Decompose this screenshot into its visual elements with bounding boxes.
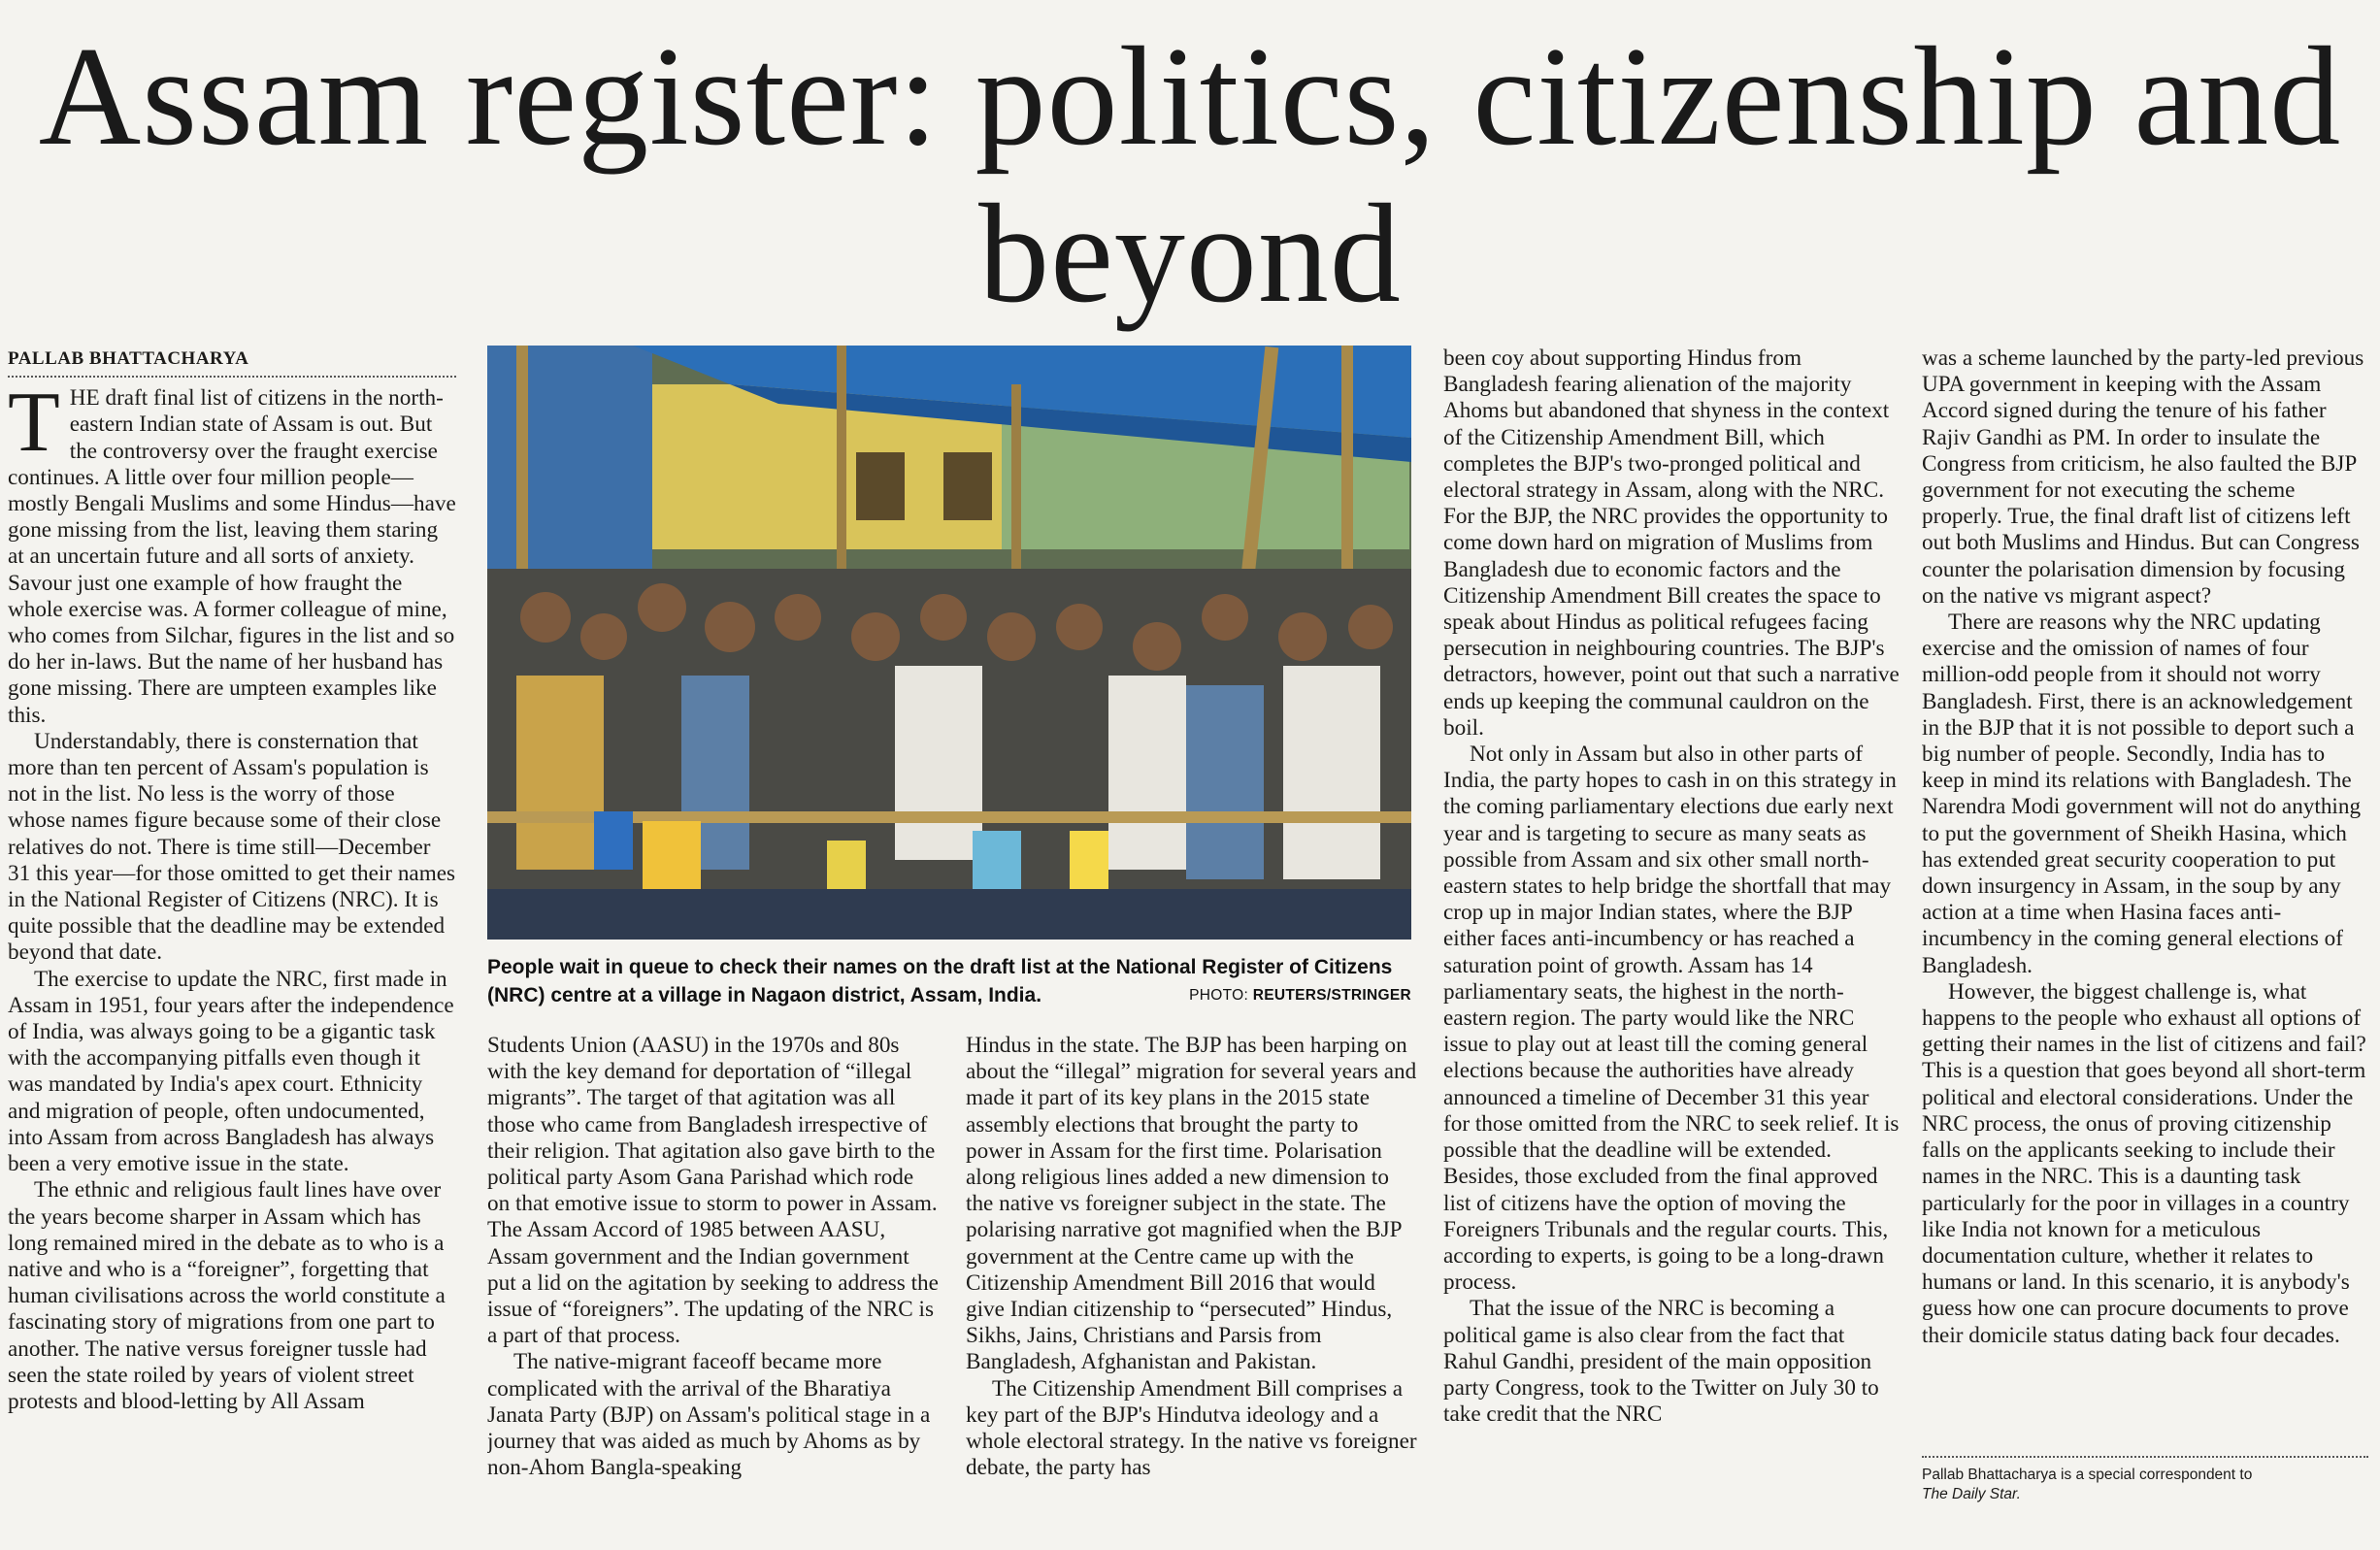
byline: PALLAB BHATTACHARYA [8,346,456,378]
column-4 [1443,346,1900,1510]
paragraph: Students Union (AASU) in the 1970s and 80s with the key demand for deportation of “illegal migrants”. The target of that agitation was all those who came from Bangladesh irrespective of their religion. That agitation also gave birth to the political party Asom Gana Parishad which rode on that emotive issue to storm to power in Assam. The Assam Accord of 1985 between AASU, Assam government and the Indian government put a lid on the agitation by seeking to address the issue of “foreigners”. The updating of the NRC is a part of that process. [487,1033,939,1349]
paragraph: There are reasons why the NRC updating exercise and the omission of names of four million-odd people from it should not worry Bangladesh. First, there is an acknowledgement in the BJP that it is not possible to deport such a big number of people. Secondly, India has to keep in mind its relations with Bangladesh. The Narendra Modi government will not do anything to put the government of Sheikh Hasina, which has extended great security cooperation to put down insurgency in Assam, in the soup by any action at a time when Hasina faces anti-incumbency in the coming general elections of Bangladesh. [1922,610,2362,978]
paragraph: The Citizenship Amendment Bill comprises a key part of the BJP's Hindutva ideology and a whole electoral strategy. In the native vs foreigner debate, the party has [966,1375,1417,1481]
column-3 [966,1033,1417,1518]
paragraph: The ethnic and religious fault lines have over the years become sharper in Assam which has long remained mired in the debate as to who is a native and who is a “foreigner”, forgetting that human civilisations across the world constitute a fascinating story of migrations from one part to another. The native versus foreigner tussle had seen the state roiled by years of violent street protests and blood-letting by All Assam [8,1177,446,1414]
paragraph: been coy about supporting Hindus from Bangladesh fearing alienation of the majority Ahoms but abandoned that shyness in the context of the Citizenship Amendment Bill, which completes the BJP's two-pronged political and electoral strategy in Assam, along with the NRC. For the BJP, the NRC provides the opportunity to come down hard on migration of Muslims from Bangladesh due to economic factors and the Citizenship Amendment Bill creates the space to speak about Hindus as political refugees facing persecution in neighbouring countries. The BJP's detractors, however, point out that such a narrative ends up keeping the communal cauldron on the boil. [1443,346,1900,741]
author-note: Pallab Bhattacharya is a special correspondent to The Daily Star. [1922,1456,2368,1504]
headline: Assam register: politics, citizenship and beyond [38,17,2342,332]
paragraph: The native-migrant faceoff became more complicated with the arrival of the Bharatiya Janata Party (BJP) on Assam's political stage in a journey that was aided as much by Ahoms as by non-Ahom Bangla-speaking [487,1349,931,1481]
paragraph: Hindus in the state. The BJP has been harping on about the “illegal” migration for several years and made it part of its key plans in the 2015 state assembly elections that brought the party to power in Assam for the first time. Polarisation along religious lines added a new dimension to the native vs foreigner subject in the state. The polarising narrative got magnified when the BJP government at the Centre came up with the Citizenship Amendment Bill 2016 that would give Indian citizenship to “persecuted” Hindus, Sikhs, Jains, Christians and Parsis from Bangladesh, Afghanistan and Pakistan. [966,1033,1417,1375]
queue-photo-illustration [487,346,1411,940]
paragraph: However, the biggest challenge is, what happens to the people who exhaust all options of getting their names in the list of citizens and fail? This is a question that goes beyond all short-term political and electoral considerations. Under the NRC process, the onus of proving citizenship falls on the applicants seeking to include their names in the NRC. This is a daunting task particularly for the poor in villages in a country like India not known for a meticulous documentation culture, whether it relates to humans or land. In this scenario, it is anybody's guess how one can procure documents to prove their domicile status dating back four decades. [1922,978,2366,1348]
paragraph: The exercise to update the NRC, first made in Assam in 1951, four years after the independence of India, was always going to be a gigantic task with the accompanying pitfalls even though it was mandated by India's apex court. Ethnicity and migration of people, often undocumented, into Assam from across Bangladesh has always been a very emotive issue in the state. [8,966,454,1177]
column-5 [1922,346,2370,1452]
drop-cap: T [8,376,60,471]
column-1 [8,346,456,1510]
column-2 [487,1033,939,1518]
paragraph: was a scheme launched by the party-led previous UPA government in keeping with the Assam Accord signed during the tenure of his father Rajiv Gandhi as PM. In order to insulate the Congress from criticism, he also faulted the BJP government for not executing the scheme properly. True, the final draft list of citizens left out both Muslims and Hindus. But can Congress counter the polarisation dimension by focusing on the native vs migrant aspect? [1922,346,2364,609]
paragraph: THE draft final list of citizens in the north-eastern Indian state of Assam is out. But the controversy over the fraught exercise continues. A little over four million people—mostly Bengali Muslims and some Hindus—have gone missing from the list, leaving them staring at an uncertain future and all sorts of anxiety. Savour just one example of how fraught the whole exercise was. A former colleague of mine, who comes from Silchar, figures in the list and so do her in-laws. But the name of her husband has gone missing. There are umpteen examples like this. [8,376,456,728]
paragraph: That the issue of the NRC is becoming a political game is also clear from the fact that Rahul Gandhi, president of the main opposition party Congress, took to the Twitter on July 30 to take credit that the NRC [1443,1296,1879,1428]
paragraph: Understandably, there is consternation that more than ten percent of Assam's population is not in the list. No less is the worry of those whose names figure because some of their close relatives do not. There is time still—December 31 this year—for those omitted to get their names in the National Register of Citizens (NRC). It is quite possible that the deadline may be extended beyond that date. [8,728,456,966]
photo-credit: PHOTO: REUTERS/STRINGER [1189,987,1411,1004]
news-photo [487,346,1411,940]
photo-caption: People wait in queue to check their names on the draft list at the National Register of Citizens (NRC) centre at a village in Nagaon district, Assam, India. PHOTO: REUTERS/STRINGER [487,953,1411,1009]
paragraph: Not only in Assam but also in other parts of India, the party hopes to cash in on this strategy in the coming parliamentary elections due early next year and is targeting to secure as many seats as possible from Assam and six other small north-eastern states to help bridge the shortfall that may crop up in major Indian states, where the BJP either faces anti-incumbency or has reached a saturation point of growth. Assam has 14 parliamentary seats, the highest in the north-eastern region. The party would like the NRC issue to play out at least till the coming general elections because the authorities have already announced a timeline of December 31 this year for those omitted from the NRC to seek relief. It is possible that the deadline will be extended. Besides, those excluded from the final approved list of citizens have the option of moving the Foreigners Tribunals and the regular courts. This, according to experts, is going to be a long-drawn process. [1443,742,1900,1296]
